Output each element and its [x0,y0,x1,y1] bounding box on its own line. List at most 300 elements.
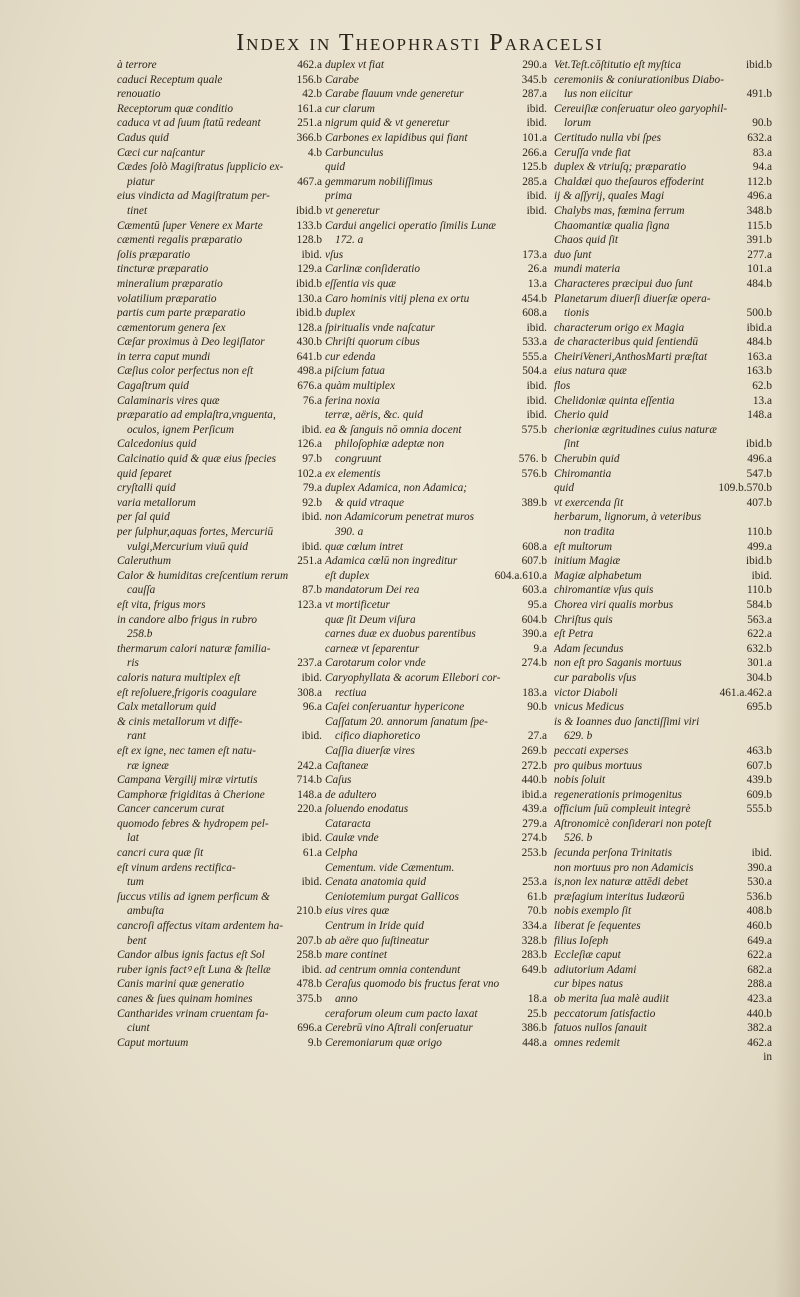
index-entry-text: vt generetur [325,204,380,217]
index-entry [117,598,322,613]
index-entry-page-ref: ibid. [301,248,322,261]
index-entry [554,904,772,919]
index-entry [554,423,772,438]
index-entry-text: de adultero [325,788,377,801]
index-entry-text: terræ, aëris, &c. quid [325,409,423,422]
index-entry-page-ref: ibid.b [295,204,322,217]
index-entry-page-ref: 390.a [747,861,772,874]
index-entry-page-ref: ibid. [526,380,547,393]
index-entry-page-ref: 9.a [533,642,547,655]
index-entry-page-ref: 94.a [752,161,772,174]
index-entry-page-ref: 348.b [746,204,772,217]
index-entry [117,788,322,803]
index-entry-text: Chelidoniæ quinta eſſentia [554,394,675,407]
index-entry-text: 258.b [127,628,153,641]
index-entry [117,510,322,525]
index-entry-page-ref: 576.b [521,467,547,480]
index-entry-page-ref: 604.a.610.a [494,569,547,582]
index-entry-page-ref: 61.a [302,847,322,860]
index-entry-page-ref: 301.a [747,657,772,670]
index-entry-text: thermarum calori naturæ familia- [117,642,271,655]
index-entry-page-ref: 682.a [747,963,772,976]
index-entry-page-ref: 13.a [752,394,772,407]
index-entry-text: eius natura quæ [554,365,627,378]
index-entry [325,846,547,861]
index-entry-text: Caulæ vnde [325,832,379,845]
index-entry [325,496,547,511]
index-entry-text: Candor albus ignis factus eſt Sol [117,949,265,962]
index-entry-text: non eſt pro Saganis mortuus [554,657,682,670]
index-entry [325,467,547,482]
index-entry-text: Celpha [325,847,358,860]
index-entry-text: ris [127,657,139,670]
index-entry [117,759,322,774]
index-entry-text: Ceruſſa vnde fiat [554,146,631,159]
index-entry [325,992,547,1007]
index-entry-text: prima [325,190,352,203]
index-entry [325,656,547,671]
index-entry-text: Chaomantiæ qualia ſigna [554,219,670,232]
index-entry-text: Cherio quid [554,409,609,422]
index-entry-page-ref: 467.a [297,175,322,188]
index-entry [325,642,547,657]
index-entry-page-ref: 632.b [746,642,772,655]
index-entry-text: ſoluendo enodatus [325,803,409,816]
index-entry [325,116,547,131]
index-entry [325,408,547,423]
index-entry-page-ref: 632.a [747,131,772,144]
index-entry-text: mineralium præparatio [117,277,223,290]
index-entry-text: cherioniæ ægritudines cuius naturæ [554,423,717,436]
index-entry-text: Calcedonius quid [117,438,197,451]
index-entry-text: eſt duplex [325,569,370,582]
index-entry-text: varia metallorum [117,496,196,509]
index-entry [117,977,322,992]
index-entry [325,890,547,905]
index-entry-text: eius vires quæ [325,905,390,918]
index-entry-page-ref: 390.a [522,628,547,641]
index-entry [117,204,322,219]
index-entry-page-ref: ibid. [526,409,547,422]
index-entry-text: cauſſa [127,584,156,597]
index-entry-text: ij & aſſyrij, quales Magi [554,190,665,203]
index-entry [554,569,772,584]
index-entry-text: regenerationis primogenitus [554,788,682,801]
index-entry-page-ref: 97.b [302,453,322,466]
index-entry [325,219,547,234]
index-entry [554,700,772,715]
index-entry [554,131,772,146]
index-entry [325,394,547,409]
index-entry-page-ref: 607.b [746,759,772,772]
index-entry-page-ref: 283.b [521,949,547,962]
index-entry-text: Ceraſus quomodo bis fructus ferat vno [325,978,500,991]
index-entry-text: ræ igneæ [127,759,169,772]
index-entry-text: CheiriVeneri,AnthosMarti præſtat [554,350,708,363]
index-entry-text: anno [335,993,358,1005]
index-entry-page-ref: 115.b [747,219,772,232]
index-entry-page-ref: 95.a [527,598,547,611]
index-entry [554,58,772,73]
index-entry-text: præſagium interitus Iudæorū [554,890,685,903]
index-entry-page-ref: 125.b [521,161,547,174]
index-entry [325,963,547,978]
index-entry-text: Carotarum color vnde [325,657,426,670]
index-entry [117,948,322,963]
index-entry [325,292,547,307]
index-entry-page-ref: 128.a [297,321,322,334]
index-entry [325,233,547,248]
index-entry-page-ref: 714.b [296,774,322,787]
index-entry-text: eſt multorum [554,540,613,553]
index-entry-text: officium ſuū compleuit integrè [554,803,691,816]
index-entry-page-ref: ibid. [751,569,772,582]
index-entry [117,496,322,511]
index-entry [117,1021,322,1036]
index-entry-page-ref: 328.b [521,934,547,947]
index-entry-text: Aſtronomicè conſiderari non poteſt [554,817,712,830]
index-entry-page-ref: 547.b [746,467,772,480]
index-entry-text: 390. a [335,526,364,538]
index-entry [554,189,772,204]
index-entry-page-ref: 130.a [297,292,322,305]
index-entry-text: eſt reſoluere,frigoris coagulare [117,686,257,699]
index-entry [554,861,772,876]
index-entry-text: canes & ſues quinam homines [117,993,253,1005]
index-entry-page-ref: 279.a [522,817,547,830]
index-entry-text: Cadus quid [117,131,169,144]
index-entry-text: quid [554,482,575,495]
index-entry-page-ref: 461.a.462.a [719,686,772,699]
index-column-right [554,58,772,1065]
index-entry-text: Cæſius color perfectus non eſt [117,365,254,378]
index-entry [325,510,547,525]
index-entry [325,948,547,963]
index-entry-text: Caleruthum [117,555,171,568]
index-entry-page-ref: 430.b [296,336,322,349]
index-entry-text: adiutorium Adami [554,963,637,976]
index-entry-text: duplex Adamica, non Adamica; [325,482,468,495]
index-entry-page-ref: 207.b [296,934,322,947]
index-entry-page-ref: 608.a [522,540,547,553]
index-entry-page-ref: ibid. [526,204,547,217]
index-entry-text: vt mortificetur [325,598,390,611]
index-entry-page-ref: 389.b [521,496,547,509]
index-entry [554,87,772,102]
index-entry-text: cancroſi affectus vitam ardentem ha- [117,920,284,933]
index-entry-text: gemmarum nobiliſſimus [325,175,433,188]
index-entry-text: per ſulphur,aquas fortes, Mercuriū [117,526,274,538]
index-entry-text: bent [127,934,147,947]
index-entry [554,1007,772,1022]
index-entry-page-ref: 696.a [297,1022,322,1035]
index-entry-text: in terra caput mundi [117,350,211,363]
index-entry [117,248,322,263]
index-entry [117,729,322,744]
index-entry-page-ref: 148.a [297,788,322,801]
index-entry-page-ref: 334.a [522,920,547,933]
index-entry-page-ref: 448.a [522,1036,547,1049]
index-entry [117,656,322,671]
index-entry [554,233,772,248]
index-entry-text: Vet.Teſt.cōſtitutio eſt myſtica [554,59,681,71]
index-entry [325,686,547,701]
index-entry-page-ref: in [763,1051,772,1064]
index-entry [554,102,772,117]
index-entry-text: oculos, ignem Perſicum [127,423,234,436]
index-entry-text: nobis ſoluit [554,774,606,787]
index-entry-text: ſpiritualis vnde naſcatur [325,321,435,334]
index-entry-text: vulgi,Mercurium viuū quid [127,540,249,553]
index-entry [554,437,772,452]
index-entry [117,569,322,584]
index-entry [325,613,547,628]
index-entry-text: mundi materia [554,263,621,276]
index-entry [117,73,322,88]
index-entry [117,613,322,628]
index-entry [117,379,322,394]
index-entry [325,58,547,73]
index-entry-page-ref: ibid. [526,394,547,407]
index-entry-page-ref: 440.b [521,774,547,787]
index-entry-page-ref: 110.b [747,584,772,597]
index-entry [554,452,772,467]
index-entry [117,1036,322,1051]
index-entry-text: Carbones ex lapidibus qui fiant [325,131,468,144]
index-entry [117,642,322,657]
index-entry-page-ref: 251.a [297,555,322,568]
index-entry [554,116,772,131]
index-entry-text: ſecunda perſona Trinitatis [554,847,672,860]
index-entry-page-ref: 439.a [522,803,547,816]
index-entry [117,423,322,438]
index-entry-page-ref: 126.a [297,438,322,451]
index-entry [117,233,322,248]
index-entry-page-ref: 575.b [521,423,547,436]
index-entry [117,890,322,905]
index-entry-text: non Adamicorum penetrat muros [325,511,475,524]
index-entry [554,642,772,657]
index-entry-text: Carabe flauum vnde generetur [325,88,464,101]
index-entry-page-ref: ibid. [301,511,322,524]
index-entry-page-ref: 496.a [747,453,772,466]
index-entry-page-ref: 498.a [297,365,322,378]
index-entry [117,583,322,598]
index-entry [117,963,322,978]
index-entry [554,890,772,905]
index-entry [117,160,322,175]
index-entry-page-ref: 156.b [296,73,322,86]
index-entry [325,525,547,540]
index-entry [117,904,322,919]
index-entry-text: Caſei conſeruantur hypericone [325,701,465,714]
index-entry [117,817,322,832]
index-entry-text: tincturæ præparatio [117,263,209,276]
index-entry [117,467,322,482]
index-entry-page-ref: 242.a [297,759,322,772]
index-entry [325,73,547,88]
index-entry [325,788,547,803]
index-entry-text: is & Ioannes duo ſanctiſſimi viri [554,715,700,728]
index-entry-text: Canis marini quæ generatio [117,978,245,991]
index-entry [554,744,772,759]
index-entry-page-ref: ibid.a [746,321,772,334]
index-entry-text: ad centrum omnia contendunt [325,963,461,976]
index-entry-page-ref: ibid.b [295,307,322,320]
index-entry-text: quæ ſit Deum viſura [325,613,416,626]
index-entry-page-ref: 272.b [521,759,547,772]
index-entry-page-ref: 210.b [296,905,322,918]
index-entry-page-ref: 304.b [746,671,772,684]
index-entry [117,452,322,467]
index-entry [554,948,772,963]
index-entry-page-ref: ibid. [301,730,322,743]
index-entry [554,759,772,774]
index-entry-text: Caput mortuum [117,1036,189,1049]
index-entry-page-ref: 269.b [521,744,547,757]
index-entry-page-ref: 13.a [527,277,547,290]
index-entry [554,262,772,277]
index-entry [117,219,322,234]
index-entry-text: ex elementis [325,467,381,480]
index-entry-page-ref: 454.b [521,292,547,305]
index-entry [325,919,547,934]
index-entry [325,175,547,190]
index-entry [325,1007,547,1022]
index-entry [554,219,772,234]
index-entry [117,394,322,409]
index-entry-text: lat [127,832,139,845]
index-entry-text: initium Magiæ [554,555,621,568]
index-entry-text: ceraforum oleum cum pacto laxat [325,1007,478,1020]
index-entry [325,540,547,555]
index-entry-text: Chiromantia [554,467,612,480]
index-entry-text: Eccleſiæ caput [554,949,621,962]
index-entry-text: piſcium fatua [325,365,385,378]
index-entry-text: congruunt [335,453,382,466]
index-entry-page-ref: 285.a [522,175,547,188]
index-entry [554,510,772,525]
index-entry-text: Calaminaris vires quæ [117,394,220,407]
index-entry [117,364,322,379]
index-entry [117,875,322,890]
index-entry-page-ref: 101.a [747,263,772,276]
index-entry-text: quæ cœlum intret [325,540,404,553]
index-entry-page-ref: 563.a [747,613,772,626]
index-entry-page-ref: 622.a [747,628,772,641]
index-entry-text: duplex & vtriuſq; præparatio [554,161,687,174]
index-entry-text: philoſophiæ adeptæ non [335,438,445,451]
index-entry-page-ref: 496.a [747,190,772,203]
index-entry [117,554,322,569]
index-entry-page-ref: ibid. [526,102,547,115]
index-entry [325,87,547,102]
index-entry [325,335,547,350]
index-entry-page-ref: 407.b [746,496,772,509]
index-entry [325,904,547,919]
index-entry-text: cæmenti regalis præparatio [117,234,243,247]
index-entry-page-ref: 183.a [522,686,547,699]
index-entry [117,87,322,102]
index-entry-text: Carabe [325,73,359,86]
index-entry-text: ruber ignis factꝰ eſt Luna & ſtellæ [117,963,271,976]
index-entry [325,729,547,744]
index-entry [554,525,772,540]
index-entry-page-ref: 9.b [307,1036,322,1049]
index-entry-page-ref: 129.a [297,263,322,276]
index-entry [117,831,322,846]
index-entry-page-ref: 79.a [302,482,322,495]
index-entry-page-ref: ibid.a [521,788,547,801]
index-entry-page-ref: 603.a [522,584,547,597]
index-entry [554,627,772,642]
index-entry-page-ref: 61.b [527,890,547,903]
index-entry [554,671,772,686]
index-entry-page-ref: 609.b [746,788,772,801]
index-entry-page-ref: ibid.b [745,59,772,71]
index-entry-text: Certitudo nulla vbi ſpes [554,131,662,144]
index-entry-text: peccati experses [554,744,629,757]
index-entry-page-ref: 463.b [746,744,772,757]
index-entry-text: eſt Petra [554,628,594,641]
index-entry-text: ſolis præparatio [117,248,191,261]
index-entry-page-ref: 576. b [518,453,547,466]
index-entry-page-ref: 382.a [747,1022,772,1035]
index-entry-text: tionis [564,307,590,320]
index-entry [117,131,322,146]
index-entry-text: cur clarum [325,102,375,115]
index-entry [117,116,322,131]
index-entry [117,686,322,701]
index-entry [325,759,547,774]
index-entry [325,773,547,788]
index-column-middle [325,58,547,1050]
index-entry [117,321,322,336]
index-entry-text: Cædes ſolò Magiſtratus ſupplicio ex- [117,161,284,174]
index-entry-page-ref: 649.b [521,963,547,976]
index-entry [554,335,772,350]
index-entry-page-ref: 530.a [747,876,772,889]
index-entry [325,700,547,715]
index-entry [554,364,772,379]
index-entry [554,788,772,803]
index-entry [554,846,772,861]
index-entry [117,919,322,934]
index-entry-text: fatuos nullos ſanauit [554,1022,647,1035]
index-entry-page-ref: 649.a [747,934,772,947]
index-entry-text: Carbunculus [325,146,384,159]
index-entry-text: Camphoræ frigiditas à Cherione [117,788,265,801]
index-entry-text: chiromantiæ vſus quis [554,584,654,597]
index-entry-page-ref: 258.b [296,949,322,962]
index-entry [554,977,772,992]
index-entry [117,671,322,686]
index-entry-page-ref: 128.b [296,234,322,247]
index-entry-page-ref: 478.b [296,978,322,991]
index-entry-text: de characteribus quid ſentiendū [554,336,699,349]
index-entry-page-ref: 491.b [746,88,772,101]
index-entry-text: Adam ſecundus [554,642,624,655]
index-entry-page-ref: 133.b [296,219,322,232]
index-entry-text: non mortuus pro non Adamicis [554,861,694,874]
index-entry-page-ref: ibid. [301,540,322,553]
index-entry [325,481,547,496]
index-entry [117,773,322,788]
index-entry [554,204,772,219]
index-entry [325,160,547,175]
index-entry-text: is,non lex naturæ attēdi debet [554,876,688,889]
index-entry-text: duo ſunt [554,248,592,261]
